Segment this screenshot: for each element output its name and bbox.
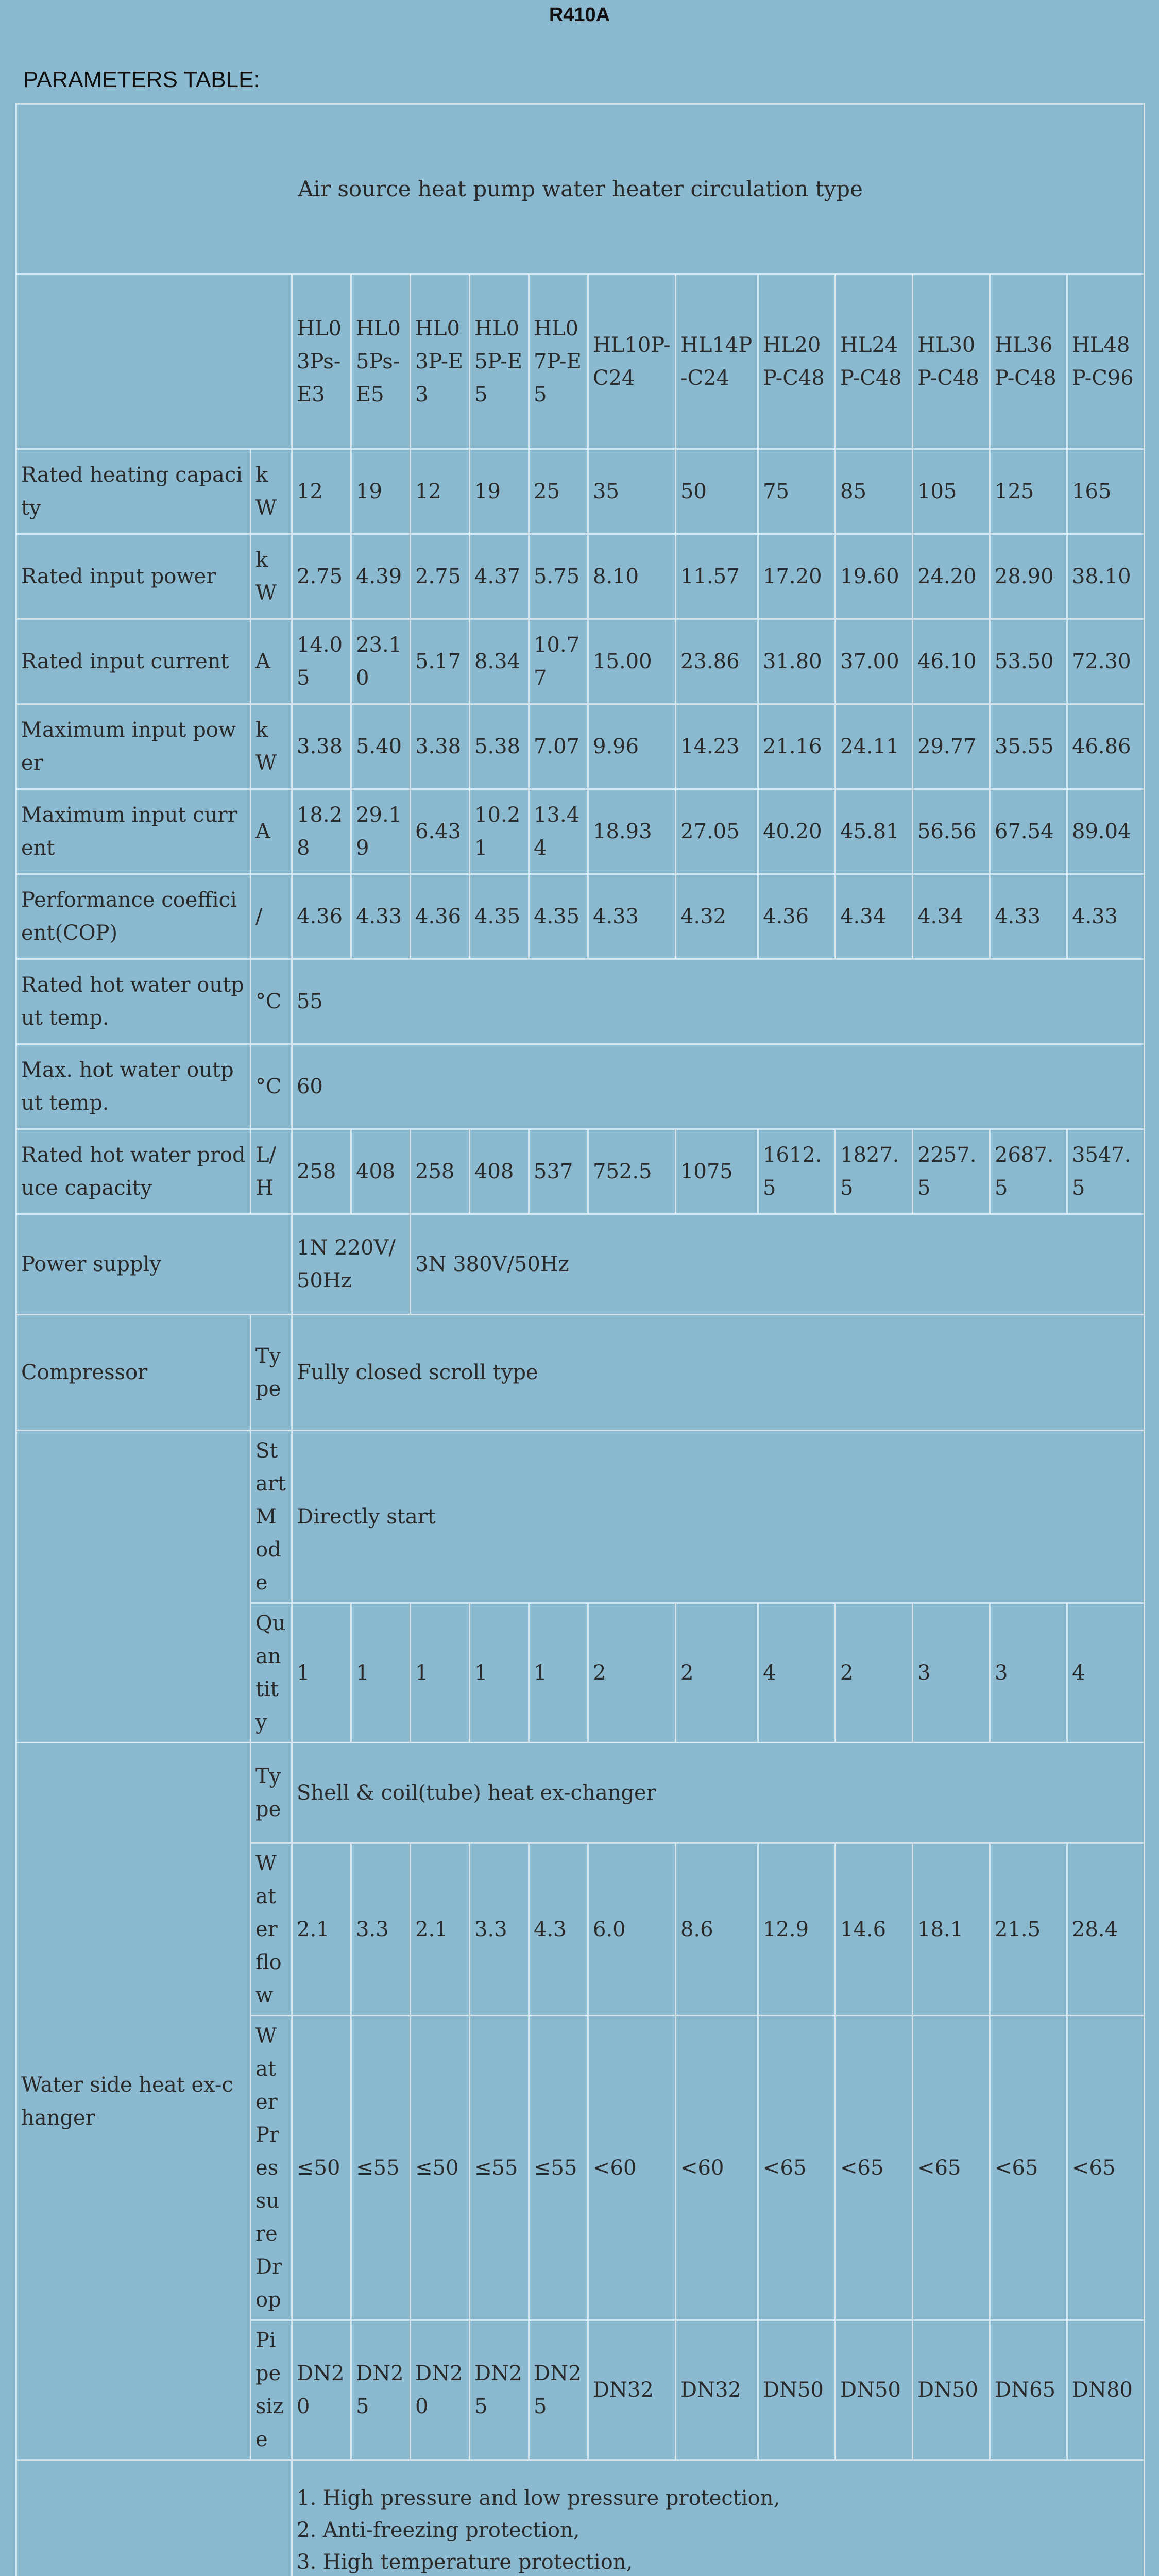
value-cell: 1 <box>351 1603 411 1743</box>
model-name: HL03P-E3 <box>411 274 470 449</box>
value-cell: 25 <box>529 449 588 534</box>
value-cell: DN50 <box>913 2320 990 2460</box>
value-cell: 2 <box>836 1603 913 1743</box>
value-cell: 2687.5 <box>990 1129 1067 1214</box>
model-name: HL20P-C48 <box>758 274 836 449</box>
value-cell: DN32 <box>588 2320 676 2460</box>
value-cell: 4.39 <box>351 534 411 619</box>
value-cell: 17.20 <box>758 534 836 619</box>
value-cell: 5.38 <box>470 704 529 789</box>
model-name: HL05P-E5 <box>470 274 529 449</box>
value-cell: 46.86 <box>1067 704 1145 789</box>
value-cell: 165 <box>1067 449 1145 534</box>
value-cell: 4.32 <box>676 874 758 959</box>
value-cell: 3 <box>990 1603 1067 1743</box>
value-cell: 4.33 <box>1067 874 1145 959</box>
value-cell: 60 <box>292 1044 1145 1129</box>
value-cell: 4.34 <box>913 874 990 959</box>
value-cell: 8.34 <box>470 619 529 704</box>
value-cell: 18.93 <box>588 789 676 874</box>
value-cell: DN50 <box>836 2320 913 2460</box>
value-cell: DN50 <box>758 2320 836 2460</box>
value-cell: 15.00 <box>588 619 676 704</box>
spec-row-cop <box>16 874 1145 959</box>
value-cell: 10.21 <box>470 789 529 874</box>
model-name: HL30P-C48 <box>913 274 990 449</box>
parameters-table <box>15 103 1145 2576</box>
model-name: HL07P-E5 <box>529 274 588 449</box>
value-cell: 3.38 <box>411 704 470 789</box>
value-cell: DN20 <box>411 2320 470 2460</box>
value-cell: 10.77 <box>529 619 588 704</box>
value-cell: 2 <box>676 1603 758 1743</box>
value-cell: 3.3 <box>351 1843 411 2016</box>
value-cell: 50 <box>676 449 758 534</box>
sub-label: Start Mode <box>251 1431 292 1603</box>
table-title-row <box>16 104 1145 274</box>
sub-label: Type <box>251 1743 292 1843</box>
value-cell: 5.75 <box>529 534 588 619</box>
value-cell: 4.36 <box>758 874 836 959</box>
value-cell: <65 <box>758 2016 836 2320</box>
value-cell: 19 <box>351 449 411 534</box>
value-cell: DN25 <box>529 2320 588 2460</box>
value-cell: <65 <box>1067 2016 1145 2320</box>
value-cell: 8.10 <box>588 534 676 619</box>
value-cell: 1N 220V/50Hz <box>292 1214 411 1315</box>
value-cell: 752.5 <box>588 1129 676 1214</box>
value-cell: 2.75 <box>411 534 470 619</box>
value-cell: 258 <box>411 1129 470 1214</box>
sub-label: Pipe size <box>251 2320 292 2460</box>
model-name: HL14P-C24 <box>676 274 758 449</box>
value-cell: 258 <box>292 1129 351 1214</box>
value-cell: Directly start <box>292 1431 1145 1603</box>
value-cell: 35.55 <box>990 704 1067 789</box>
sub-label: Type <box>251 1315 292 1431</box>
value-cell: ≤50 <box>411 2016 470 2320</box>
value-cell: 14.6 <box>836 1843 913 2016</box>
table-title: Air source heat pump water heater circulation type <box>16 104 1145 274</box>
value-cell: 3.3 <box>470 1843 529 2016</box>
row-unit: / <box>251 874 292 959</box>
value-cell: 5.40 <box>351 704 411 789</box>
spec-row-hot_water_temp <box>16 959 1145 1044</box>
protection-item: 1. High pressure and low pressure protection, <box>297 2486 780 2510</box>
value-cell: 21.16 <box>758 704 836 789</box>
value-cell: 23.10 <box>351 619 411 704</box>
model-name: HL48P-C96 <box>1067 274 1145 449</box>
spec-row-produce_capacity <box>16 1129 1145 1214</box>
value-cell: 12 <box>411 449 470 534</box>
value-cell: 37.00 <box>836 619 913 704</box>
value-cell: 1612.5 <box>758 1129 836 1214</box>
value-cell: Fully closed scroll type <box>292 1315 1145 1431</box>
value-cell: DN20 <box>292 2320 351 2460</box>
model-header-blank <box>16 274 292 449</box>
protections-row <box>16 2460 1145 2576</box>
row-label: Power supply <box>16 1214 292 1315</box>
value-cell: ≤50 <box>292 2016 351 2320</box>
row-label: Rated heating capacity <box>16 449 251 534</box>
value-cell: DN32 <box>676 2320 758 2460</box>
spec-row-max_input_power <box>16 704 1145 789</box>
value-cell: <65 <box>990 2016 1067 2320</box>
value-cell: 1827.5 <box>836 1129 913 1214</box>
value-cell: 4.34 <box>836 874 913 959</box>
value-cell: DN80 <box>1067 2320 1145 2460</box>
row-label: Max. hot water output temp. <box>16 1044 251 1129</box>
value-cell: 11.57 <box>676 534 758 619</box>
value-cell: 4.33 <box>990 874 1067 959</box>
value-cell: 3 <box>913 1603 990 1743</box>
value-cell: 67.54 <box>990 789 1067 874</box>
row-label: Rated hot water produce capacity <box>16 1129 251 1214</box>
protection-item: 3. High temperature protection, <box>297 2550 633 2574</box>
value-cell: 31.80 <box>758 619 836 704</box>
row-unit: kW <box>251 704 292 789</box>
value-cell: 4 <box>758 1603 836 1743</box>
row-unit: °C <box>251 1044 292 1129</box>
value-cell: 4.33 <box>351 874 411 959</box>
value-cell: 89.04 <box>1067 789 1145 874</box>
value-cell: 1 <box>470 1603 529 1743</box>
row-unit: kW <box>251 534 292 619</box>
row-label: Maximum input power <box>16 704 251 789</box>
value-cell: <60 <box>676 2016 758 2320</box>
value-cell: 4.36 <box>292 874 351 959</box>
value-cell: 4.33 <box>588 874 676 959</box>
value-cell: <60 <box>588 2016 676 2320</box>
row-label: Performance coefficient(COP) <box>16 874 251 959</box>
model-name: HL03Ps-E3 <box>292 274 351 449</box>
row-unit: L/H <box>251 1129 292 1214</box>
value-cell: 28.90 <box>990 534 1067 619</box>
model-name: HL05Ps-E5 <box>351 274 411 449</box>
model-row <box>16 274 1145 449</box>
value-cell: ≤55 <box>470 2016 529 2320</box>
row-unit: kW <box>251 449 292 534</box>
value-cell: 5.17 <box>411 619 470 704</box>
value-cell: 72.30 <box>1067 619 1145 704</box>
row-label: Maximum input current <box>16 789 251 874</box>
value-cell: DN25 <box>470 2320 529 2460</box>
value-cell: 29.77 <box>913 704 990 789</box>
model-name: HL10P-C24 <box>588 274 676 449</box>
value-cell: 1 <box>292 1603 351 1743</box>
value-cell: 4 <box>1067 1603 1145 1743</box>
model-name: HL24P-C48 <box>836 274 913 449</box>
value-cell: 3N 380V/50Hz <box>411 1214 1145 1315</box>
value-cell: 24.20 <box>913 534 990 619</box>
spec-row-max_hot_water_temp <box>16 1044 1145 1129</box>
value-cell: 19.60 <box>836 534 913 619</box>
group-blank <box>16 1431 251 1743</box>
value-cell: 2.1 <box>411 1843 470 2016</box>
value-cell: 12.9 <box>758 1843 836 2016</box>
value-cell: 29.19 <box>351 789 411 874</box>
value-cell: 105 <box>913 449 990 534</box>
value-cell: 18.28 <box>292 789 351 874</box>
spec-row-input_power <box>16 534 1145 619</box>
value-cell: 55 <box>292 959 1145 1044</box>
value-cell: 12 <box>292 449 351 534</box>
value-cell: 75 <box>758 449 836 534</box>
value-cell: 14.23 <box>676 704 758 789</box>
row-label: Rated input power <box>16 534 251 619</box>
value-cell: 23.86 <box>676 619 758 704</box>
model-name: HL36P-C48 <box>990 274 1067 449</box>
value-cell: 537 <box>529 1129 588 1214</box>
value-cell: 53.50 <box>990 619 1067 704</box>
value-cell: 13.44 <box>529 789 588 874</box>
value-cell: <65 <box>836 2016 913 2320</box>
compressor-start-row <box>16 1431 1145 1603</box>
value-cell: 4.37 <box>470 534 529 619</box>
value-cell: 4.3 <box>529 1843 588 2016</box>
value-cell: 125 <box>990 449 1067 534</box>
value-cell: 27.05 <box>676 789 758 874</box>
power-supply-row <box>16 1214 1145 1315</box>
value-cell: 408 <box>351 1129 411 1214</box>
compressor-type-row <box>16 1315 1145 1431</box>
row-unit: A <box>251 789 292 874</box>
value-cell: 35 <box>588 449 676 534</box>
value-cell: 2 <box>588 1603 676 1743</box>
value-cell: 3547.5 <box>1067 1129 1145 1214</box>
value-cell: 9.96 <box>588 704 676 789</box>
value-cell: 6.43 <box>411 789 470 874</box>
value-cell: 19 <box>470 449 529 534</box>
spec-row-heating_capacity <box>16 449 1145 534</box>
value-cell: 18.1 <box>913 1843 990 2016</box>
water-type-row <box>16 1743 1145 1843</box>
value-cell: 2257.5 <box>913 1129 990 1214</box>
value-cell: 45.81 <box>836 789 913 874</box>
value-cell: 408 <box>470 1129 529 1214</box>
protections-list <box>292 2460 1145 2576</box>
row-label: Rated input current <box>16 619 251 704</box>
value-cell: DN25 <box>351 2320 411 2460</box>
value-cell: 4.36 <box>411 874 470 959</box>
row-label <box>16 2460 292 2576</box>
group-label: Compressor <box>16 1315 251 1431</box>
value-cell: 4.35 <box>470 874 529 959</box>
value-cell: DN65 <box>990 2320 1067 2460</box>
sub-label: Water flow <box>251 1843 292 2016</box>
value-cell: 28.4 <box>1067 1843 1145 2016</box>
value-cell: 2.75 <box>292 534 351 619</box>
value-cell: 21.5 <box>990 1843 1067 2016</box>
value-cell: ≤55 <box>529 2016 588 2320</box>
value-cell: 40.20 <box>758 789 836 874</box>
value-cell: <65 <box>913 2016 990 2320</box>
value-cell: 46.10 <box>913 619 990 704</box>
protection-item: 2. Anti-freezing protection, <box>297 2518 580 2542</box>
value-cell: Shell & coil(tube) heat ex-changer <box>292 1743 1145 1843</box>
value-cell: ≤55 <box>351 2016 411 2320</box>
value-cell: 4.35 <box>529 874 588 959</box>
section-title: PARAMETERS TABLE: <box>23 67 260 92</box>
group-label: Water side heat ex-changer <box>16 1743 251 2460</box>
value-cell: 1075 <box>676 1129 758 1214</box>
value-cell: 8.6 <box>676 1843 758 2016</box>
spec-row-input_current <box>16 619 1145 704</box>
value-cell: 24.11 <box>836 704 913 789</box>
value-cell: 1 <box>529 1603 588 1743</box>
value-cell: 14.05 <box>292 619 351 704</box>
sub-label: Water Pressure Drop <box>251 2016 292 2320</box>
value-cell: 56.56 <box>913 789 990 874</box>
row-label: Rated hot water output temp. <box>16 959 251 1044</box>
value-cell: 3.38 <box>292 704 351 789</box>
row-unit: A <box>251 619 292 704</box>
value-cell: 38.10 <box>1067 534 1145 619</box>
value-cell: 2.1 <box>292 1843 351 2016</box>
sub-label: Quantity <box>251 1603 292 1743</box>
spec-row-max_input_current <box>16 789 1145 874</box>
value-cell: 1 <box>411 1603 470 1743</box>
page-title: R410A <box>549 4 610 26</box>
row-unit: °C <box>251 959 292 1044</box>
value-cell: 85 <box>836 449 913 534</box>
value-cell: 7.07 <box>529 704 588 789</box>
value-cell: 6.0 <box>588 1843 676 2016</box>
